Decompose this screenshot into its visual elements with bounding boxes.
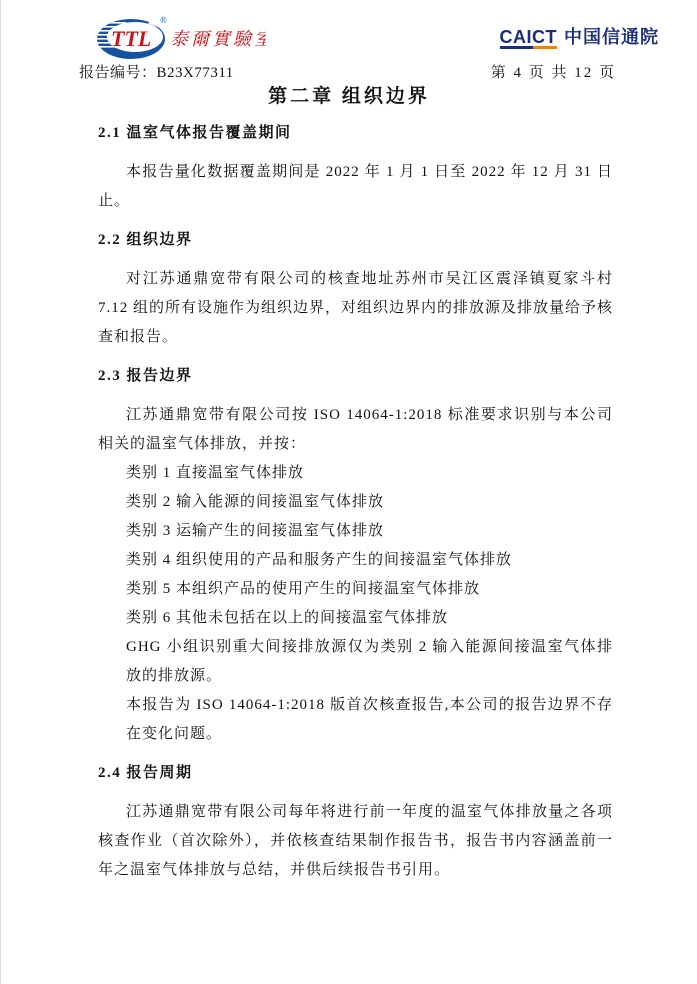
ttl-acronym: TTL [111, 26, 152, 51]
list-item-category-2: 类别 2 输入能源的间接温室气体排放 [126, 494, 385, 510]
section-heading-2-4: 2.4 报告周期 [98, 765, 193, 781]
report-number: 报告编号：B23X77311 [79, 64, 234, 81]
document-body [98, 119, 613, 885]
paragraph: 本报告量化数据覆盖期间是 2022 年 1 月 1 日至 2022 年 12 月 31 日止。 [98, 164, 613, 209]
section-heading-2-3: 2.3 报告边界 [98, 368, 193, 384]
header-meta [1, 60, 697, 82]
paragraph: 江苏通鼎宽带有限公司按 ISO 14064-1:2018 标准要求识别与本公司相关的温室气体排放，并按： [98, 407, 613, 452]
chapter-title: 第二章 组织边界 [268, 86, 430, 107]
list-item-category-1: 类别 1 直接温室气体排放 [126, 465, 305, 481]
list-item-category-3: 类别 3 运输产生的间接温室气体排放 [126, 523, 385, 539]
list-item-ghg-note: GHG 小组识别重大间接排放源仅为类别 2 输入能源间接温室气体排放的排放源。 [126, 639, 613, 684]
list-item-category-4: 类别 4 组织使用的产品和服务产生的间接温室气体排放 [126, 552, 513, 568]
section-heading-2-2: 2.2 组织边界 [98, 232, 193, 248]
list-item-report-note: 本报告为 ISO 14064-1:2018 版首次核查报告,本公司的报告边界不存在变化问题。 [126, 697, 613, 742]
page-indicator: 第 4 页 共 12 页 [490, 64, 616, 81]
ttl-script-name: 泰爾實驗室 [170, 29, 266, 49]
registered-trademark-icon: ® [160, 15, 167, 25]
caict-acronym: CAICT [499, 27, 557, 47]
ttl-logo-icon [96, 14, 266, 60]
caict-logo [500, 23, 660, 49]
caict-chinese-name: 中国信通院 [564, 27, 659, 47]
list-item-category-5: 类别 5 本组织产品的使用产生的间接温室气体排放 [126, 581, 481, 597]
paragraph: 对江苏通鼎宽带有限公司的核查地址苏州市吴江区震泽镇夏家斗村 7.12 组的所有设施作为组织边界，对组织边界内的排放源及排放量给予核查和报告。 [98, 271, 614, 345]
section-heading-2-1: 2.1 温室气体报告覆盖期间 [98, 125, 292, 141]
ttl-laboratory-logo [96, 14, 266, 60]
header-logos [1, 0, 697, 60]
paragraph: 江苏通鼎宽带有限公司每年将进行前一年度的温室气体排放量之各项核查作业（首次除外），并依核查结果制作报告书，报告书内容涵盖前一年之温室气体排放与总结，并供后续报告书引用。 [98, 804, 613, 878]
list-item-category-6: 类别 6 其他未包括在以上的间接温室气体排放 [126, 610, 449, 626]
